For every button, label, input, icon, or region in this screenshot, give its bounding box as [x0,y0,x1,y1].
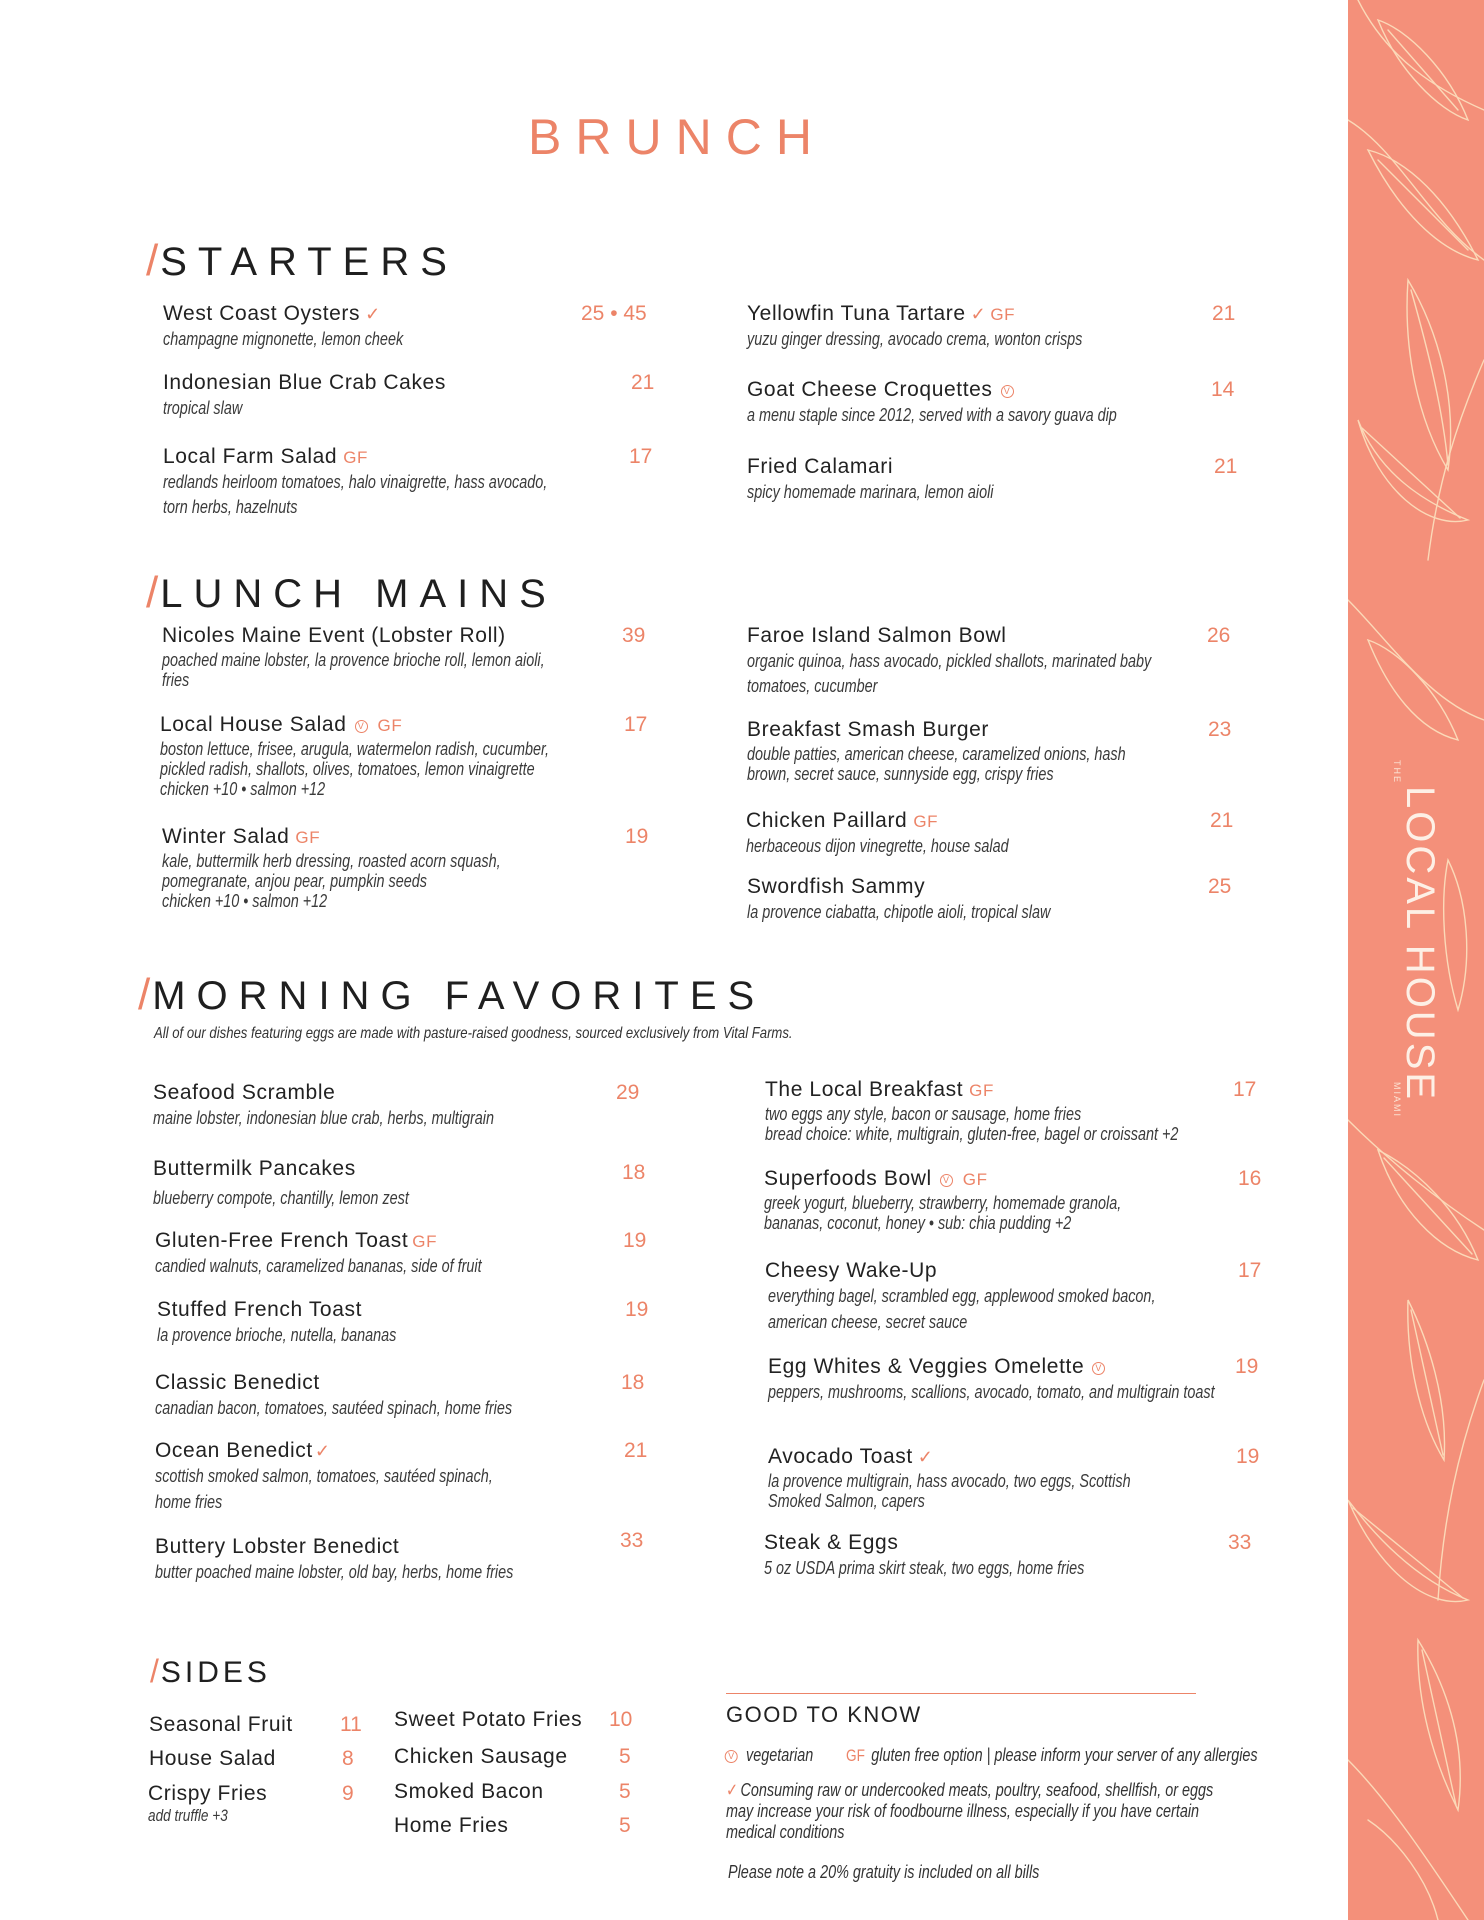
menu-item [764,1531,1264,1580]
item-price: 21 [624,1439,648,1462]
item-description: everything bagel, scrambled egg, applewood smoked bacon, [768,1286,1156,1306]
menu-item [157,1298,647,1347]
item-description: scottish smoked salmon, tomatoes, sautéed spinach, [155,1466,493,1486]
item-name: Gluten-Free French Toast [155,1229,409,1252]
menu-item [155,1229,645,1278]
item-price: 16 [1238,1167,1262,1190]
raw-check-icon: ✓ [917,1447,934,1467]
item-price: 18 [621,1371,645,1394]
item-description: home fries [155,1492,223,1512]
gratuity-note: Please note a 20% gratuity is included on all bills [728,1862,1040,1882]
menu-item [162,624,652,690]
item-price: 23 [1208,718,1232,741]
gluten-free-tag: GF [962,1170,988,1189]
item-name: Smoked Bacon [394,1780,544,1803]
item-name: Seafood Scramble [153,1081,336,1104]
item-description: kale, buttermilk herb dressing, roasted acorn squash, [162,851,501,871]
item-price: 39 [622,624,646,647]
side-item [394,1814,634,1838]
raw-food-warning [726,1780,1213,1843]
good-to-know-divider [726,1693,1196,1694]
gluten-free-tag: GF [846,1746,865,1765]
brand-name: LOCAL HOUSE [1398,786,1442,1103]
item-price: 19 [623,1229,647,1252]
gluten-free-tag: GF [969,1081,994,1100]
warning-text: may increase your risk of foodbourne illness, especially if you have certain [726,1801,1200,1821]
vital-farms-note: All of our dishes featuring eggs are made with pasture-raised goodness, sourced exclusively from Vital Farms. [154,1025,793,1042]
vegetarian-icon: V [725,1750,738,1763]
item-name: Stuffed French Toast [157,1298,363,1321]
gluten-free-tag: GF [295,828,321,847]
menu-item [764,1167,1264,1233]
item-price: 33 [1228,1531,1252,1554]
item-price: 8 [342,1747,354,1770]
item-description: chicken +10 • salmon +12 [162,891,328,911]
slash-accent: / [146,236,159,285]
item-name: Faroe Island Salmon Bowl [747,624,1007,647]
item-description: fries [162,670,190,690]
menu-item [747,455,1237,504]
item-price: 18 [622,1161,646,1184]
legend-gluten-free [846,1745,1258,1766]
menu-item [746,809,1236,858]
raw-check-icon: ✓ [726,1780,739,1800]
gluten-free-tag: GF [412,1232,438,1251]
item-description: poached maine lobster, la provence brioche roll, lemon aioli, [162,650,545,670]
item-description: two eggs any style, bacon or sausage, home fries [765,1104,1082,1124]
slash-accent: / [138,970,151,1019]
menu-item [155,1439,648,1514]
item-name: Avocado Toast [768,1445,913,1468]
item-description: 5 oz USDA prima skirt steak, two eggs, home fries [764,1558,1085,1578]
item-name: Sweet Potato Fries [394,1708,583,1731]
menu-item [747,302,1237,351]
raw-check-icon: ✓ [365,304,381,324]
item-price: 25 • 45 [581,302,647,325]
warning-text: Consuming raw or undercooked meats, poultry, seafood, shellfish, or eggs [740,1780,1214,1800]
item-name: Breakfast Smash Burger [747,718,989,741]
item-name: Winter Salad [162,825,290,848]
item-name: Seasonal Fruit [149,1713,293,1736]
menu-item [155,1371,645,1420]
item-name: The Local Breakfast [765,1078,964,1101]
item-name: Buttery Lobster Benedict [155,1535,400,1558]
slash-accent: / [146,568,159,617]
section-title: STARTERS [160,240,458,284]
menu-item [153,1157,646,1210]
item-description: redlands heirloom tomatoes, halo vinaigrette, hass avocado, [163,472,548,492]
menu-item [768,1355,1268,1404]
brand-logo [1374,760,1464,1140]
item-price: 21 [1214,455,1238,478]
item-description: bananas, coconut, honey • sub: chia pudding +2 [764,1213,1072,1233]
menu-item [765,1078,1265,1144]
item-price: 14 [1211,378,1235,401]
side-item [149,1713,362,1737]
item-name: Local Farm Salad [163,445,338,468]
item-name: West Coast Oysters [163,302,361,325]
item-description: yuzu ginger dressing, avocado crema, wonton crisps [747,329,1083,349]
item-price: 10 [609,1708,633,1731]
item-description: add truffle +3 [148,1806,228,1825]
gluten-free-tag: GF [913,812,939,831]
item-description: candied walnuts, caramelized bananas, side of fruit [155,1256,482,1276]
item-price: 21 [1210,809,1234,832]
section-title: SIDES [160,1656,271,1689]
item-description: tropical slaw [163,398,243,418]
item-description: la provence multigrain, hass avocado, two eggs, Scottish [768,1471,1131,1491]
item-price: 5 [619,1814,631,1837]
item-price: 21 [631,371,655,394]
item-price: 26 [1207,624,1231,647]
item-price: 25 [1208,875,1232,898]
gluten-free-tag: GF [990,305,1016,324]
vegetarian-icon: V [355,720,368,733]
section-heading-sides [150,1653,271,1690]
item-price: 19 [625,825,649,848]
menu-item [747,718,1237,784]
good-to-know-title: GOOD TO KNOW [726,1702,922,1727]
vegetarian-icon: V [1001,385,1014,398]
item-name: Superfoods Bowl [764,1167,932,1190]
item-name: Egg Whites & Veggies Omelette [768,1355,1085,1378]
brand-city: MIAMI [1392,1082,1402,1118]
side-item [394,1745,634,1769]
item-description: boston lettuce, frisee, arugula, watermelon radish, cucumber, [160,739,550,759]
menu-item [765,1259,1265,1334]
item-description: Smoked Salmon, capers [768,1491,925,1511]
item-description: spicy homemade marinara, lemon aioli [747,482,994,502]
gluten-free-tag: GF [343,448,368,467]
item-description: la provence brioche, nutella, bananas [157,1325,397,1345]
item-name: Ocean Benedict [155,1439,313,1462]
item-price: 9 [342,1782,354,1805]
item-description: tomatoes, cucumber [747,676,878,696]
item-description: organic quinoa, hass avocado, pickled shallots, marinated baby [747,651,1152,671]
item-description: la provence ciabatta, chipotle aioli, tropical slaw [747,902,1051,922]
item-name: Nicoles Maine Event (Lobster Roll) [162,624,506,647]
menu-item [747,378,1237,427]
menu-item [160,713,650,799]
item-description: herbaceous dijon vinegrette, house salad [746,836,1009,856]
item-description: blueberry compote, chantilly, lemon zest [153,1188,409,1208]
section-title: MORNING FAVORITES [152,974,766,1018]
menu-item [163,445,653,519]
gluten-free-tag: GF [377,716,403,735]
item-price: 19 [1236,1445,1260,1468]
item-name: Swordfish Sammy [747,875,926,898]
section-heading-starters [146,236,458,286]
item-name: Cheesy Wake-Up [765,1259,938,1282]
legend-text: vegetarian [746,1745,814,1765]
item-name: Crispy Fries [148,1782,268,1805]
item-name: Indonesian Blue Crab Cakes [163,371,446,394]
section-heading-morning-favorites [138,970,765,1020]
item-price: 29 [616,1081,640,1104]
item-price: 11 [340,1713,362,1736]
item-description: american cheese, secret sauce [768,1312,968,1332]
side-item [394,1708,634,1732]
menu-title: BRUNCH [528,109,826,165]
item-price: 33 [620,1529,644,1552]
item-description: greek yogurt, blueberry, strawberry, homemade granola, [764,1193,1122,1213]
menu-item [162,825,652,911]
item-description: maine lobster, indonesian blue crab, herbs, multigrain [153,1108,494,1128]
raw-check-icon: ✓ [970,304,987,324]
item-price: 19 [1235,1355,1259,1378]
item-description: canadian bacon, tomatoes, sautéed spinach, home fries [155,1398,513,1418]
brand-the: THE [1392,760,1402,784]
warning-text: medical conditions [726,1822,845,1842]
menu-item [155,1529,645,1584]
menu-item [747,624,1237,698]
item-description: butter poached maine lobster, old bay, herbs, home fries [155,1562,514,1582]
item-price: 17 [1233,1078,1257,1101]
item-name: Classic Benedict [155,1371,320,1394]
item-description: brown, secret sauce, sunnyside egg, crispy fries [747,764,1054,784]
menu-item [163,371,653,420]
item-name: Home Fries [394,1814,509,1837]
item-description: double patties, american cheese, caramelized onions, hash [747,744,1126,764]
raw-check-icon: ✓ [314,1441,331,1461]
item-price: 5 [619,1745,631,1768]
item-description: pomegranate, anjou pear, pumpkin seeds [162,871,427,891]
decorative-sidebar [1348,0,1484,1920]
item-name: Buttermilk Pancakes [153,1157,356,1180]
menu-item [163,302,653,351]
item-name: Fried Calamari [747,455,894,478]
item-price: 17 [1238,1259,1262,1282]
side-item [394,1780,634,1804]
side-item [149,1747,359,1771]
menu-item [153,1081,643,1130]
legend-text: gluten free option | please inform your server of any allergies [871,1745,1258,1765]
item-name: Local House Salad [160,713,347,736]
item-description: chicken +10 • salmon +12 [160,779,326,799]
item-name: Chicken Sausage [394,1745,568,1768]
item-description: champagne mignonette, lemon cheek [163,329,404,349]
menu-item [768,1445,1268,1511]
vegetarian-icon: V [940,1174,953,1187]
section-heading-lunch-mains [146,568,557,618]
item-name: House Salad [149,1747,276,1770]
item-name: Chicken Paillard [746,809,908,832]
item-description: peppers, mushrooms, scallions, avocado, tomato, and multigrain toast [768,1382,1215,1402]
item-price: 5 [619,1780,631,1803]
legend-vegetarian [726,1745,813,1766]
slash-accent: / [150,1653,159,1689]
item-description: torn herbs, hazelnuts [163,497,298,517]
item-description: pickled radish, shallots, olives, tomatoes, lemon vinaigrette [160,759,535,779]
vegetarian-icon: V [1092,1362,1105,1375]
section-title: LUNCH MAINS [160,572,557,616]
item-description: a menu staple since 2012, served with a savory guava dip [747,405,1117,425]
item-description: bread choice: white, multigrain, gluten-free, bagel or croissant +2 [765,1124,1179,1144]
item-name: Yellowfin Tuna Tartare [747,302,966,325]
item-price: 19 [625,1298,649,1321]
item-name: Goat Cheese Croquettes [747,378,993,401]
menu-item [747,875,1237,924]
side-item [148,1782,358,1826]
item-name: Steak & Eggs [764,1531,899,1554]
item-price: 21 [1212,302,1236,325]
item-price: 17 [629,445,653,468]
item-price: 17 [624,713,648,736]
